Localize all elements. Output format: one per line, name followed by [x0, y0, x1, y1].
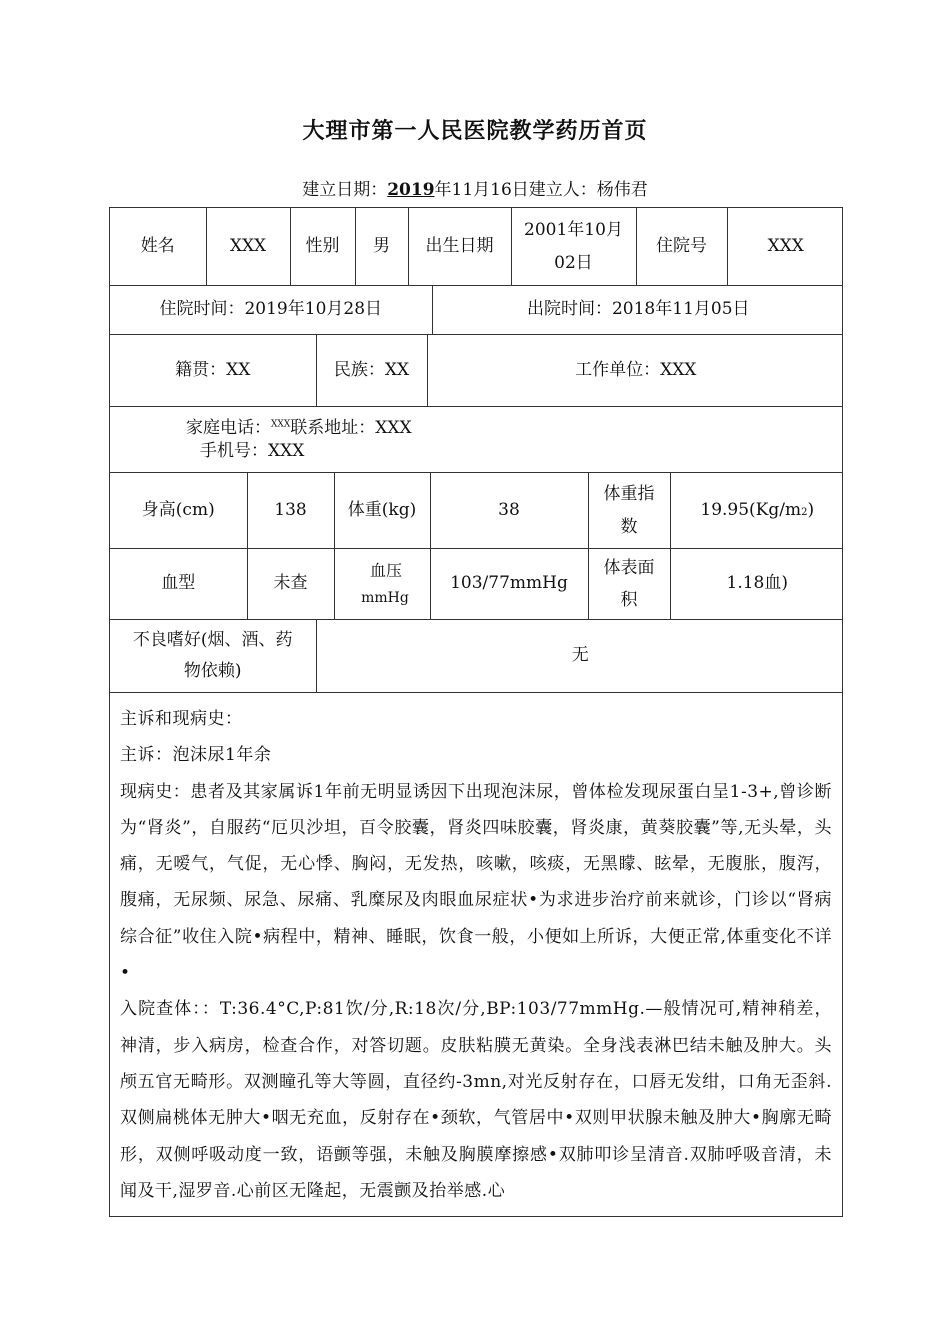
row-admission-dates: [110, 286, 843, 335]
row-body-metrics: [110, 473, 843, 549]
weight-value: 38: [430, 473, 588, 548]
dob-label: 出生日期: [408, 208, 511, 285]
habits-label: 不良嗜好(烟、酒、药 物依赖): [132, 630, 293, 681]
row-habits: [110, 620, 843, 693]
record-creation-line: [0, 175, 950, 200]
blood-type-value: 未查: [247, 549, 334, 619]
ethnicity: 民族：XX: [316, 335, 427, 406]
discharge-date: 出院时间：2018年11月05日: [432, 286, 843, 334]
workplace: 工作单位：XXX: [427, 335, 843, 406]
bp-label: 血压 mmHg: [334, 549, 430, 619]
present-illness: 现病史：患者及其家属诉1年前无明显诱因下出现泡沫尿，曾体检发现尿蛋白呈1-3+,曾诊断为“肾炎”，自服药“厄贝沙坦，百令胶囊，肾炎四味胶囊，肾炎康，黄葵胶囊”等,无头晕，头痛，无嗳气，气促，无心悸、胸闷，无发热，咳嗽，咳痰，无黑矇、眩晕，无腹胀，腹泻，腹痛，无尿频、尿急、尿痛、乳糜尿及肉眼血尿症状•为求进步治疗前来就诊，门诊以“肾病综合征”收住入院•病程中，精神、睡眠，饮食一般，小便如上所诉，大便正常,体重变化不详•: [120, 781, 832, 984]
row-basic-info: [110, 208, 843, 286]
row-origin: [110, 335, 843, 407]
gender-value: 男: [355, 208, 408, 285]
admission-date: 住院时间：2019年10月28日: [159, 299, 383, 320]
gender-label: 性别: [290, 208, 355, 285]
dob-value: 2001年10月 02日: [511, 208, 636, 285]
page-title: 大理市第一人民医院教学药历首页: [302, 119, 648, 144]
inpatient-no-label: 住院号: [636, 208, 727, 285]
contact-info: 家庭电话：$^{XXX}$联系地址：XXX 手机号：XXX: [110, 407, 843, 473]
blood-type-label: 血型: [161, 573, 196, 594]
inpatient-no-value: XXX: [727, 208, 843, 285]
habits-value: 无: [316, 620, 843, 692]
patient-record-table: [109, 207, 843, 1217]
created-date-label: 建立日期：: [302, 180, 388, 200]
bsa-label: 体表面 积: [588, 549, 670, 619]
weight-label: 体重(kg): [334, 473, 430, 548]
bsa-value: 1.18血): [670, 549, 843, 619]
history-heading: 主诉和现病史：: [120, 709, 243, 729]
history-section: [110, 693, 843, 1217]
native-place: 籍贯：XX: [175, 359, 251, 380]
chief-complaint: 主诉：泡沫尿1年余: [120, 745, 272, 766]
row-history: [110, 693, 843, 1217]
address: 联系地址：XXX: [290, 417, 412, 438]
row-contact: [110, 407, 843, 473]
height-label: 身高(cm): [141, 499, 215, 520]
height-value: 138: [247, 473, 334, 548]
created-date-rest: 年11月16日建立人：杨伟君: [434, 180, 648, 200]
bp-value: 103/77mmHg: [430, 549, 588, 619]
name-label: 姓名: [140, 235, 175, 256]
physical-exam: 入院查体：：T:36.4°C,P:81饮/分,R:18次/分,BP:103/77mmHg.—般情况可,精神稍差，神清，步入病房，检查合作，对答切题。皮肤粘膜无黄染。全身浅表淋巴结未触及肿大。头颅五官无畸形。双测瞳孔等大等圆，直径约-3mn,对光反射存在，口唇无发绀，口角无歪斜.双侧扁桃体无肿大•咽无充血，反射存在•颈软，气管居中•双则甲状腺未触及肿大•胸廓无畸形，双侧呼吸动度一致，语颤等强，未触及胸膜摩擦感•双肺叩诊呈清音.双肺呼吸音清，未闻及干,湿罗音.心前区无隆起，无震颤及抬举感.心: [120, 999, 832, 1201]
name-value: XXX: [206, 208, 290, 285]
bmi-value: 19.95(Kg/m2): [670, 473, 843, 548]
mobile: 手机号：XXX: [200, 440, 305, 461]
home-phone-value: XXX: [271, 418, 291, 429]
row-vitals: [110, 549, 843, 620]
bmi-label: 体重指 数: [588, 473, 670, 548]
created-year: 2019: [387, 180, 435, 200]
